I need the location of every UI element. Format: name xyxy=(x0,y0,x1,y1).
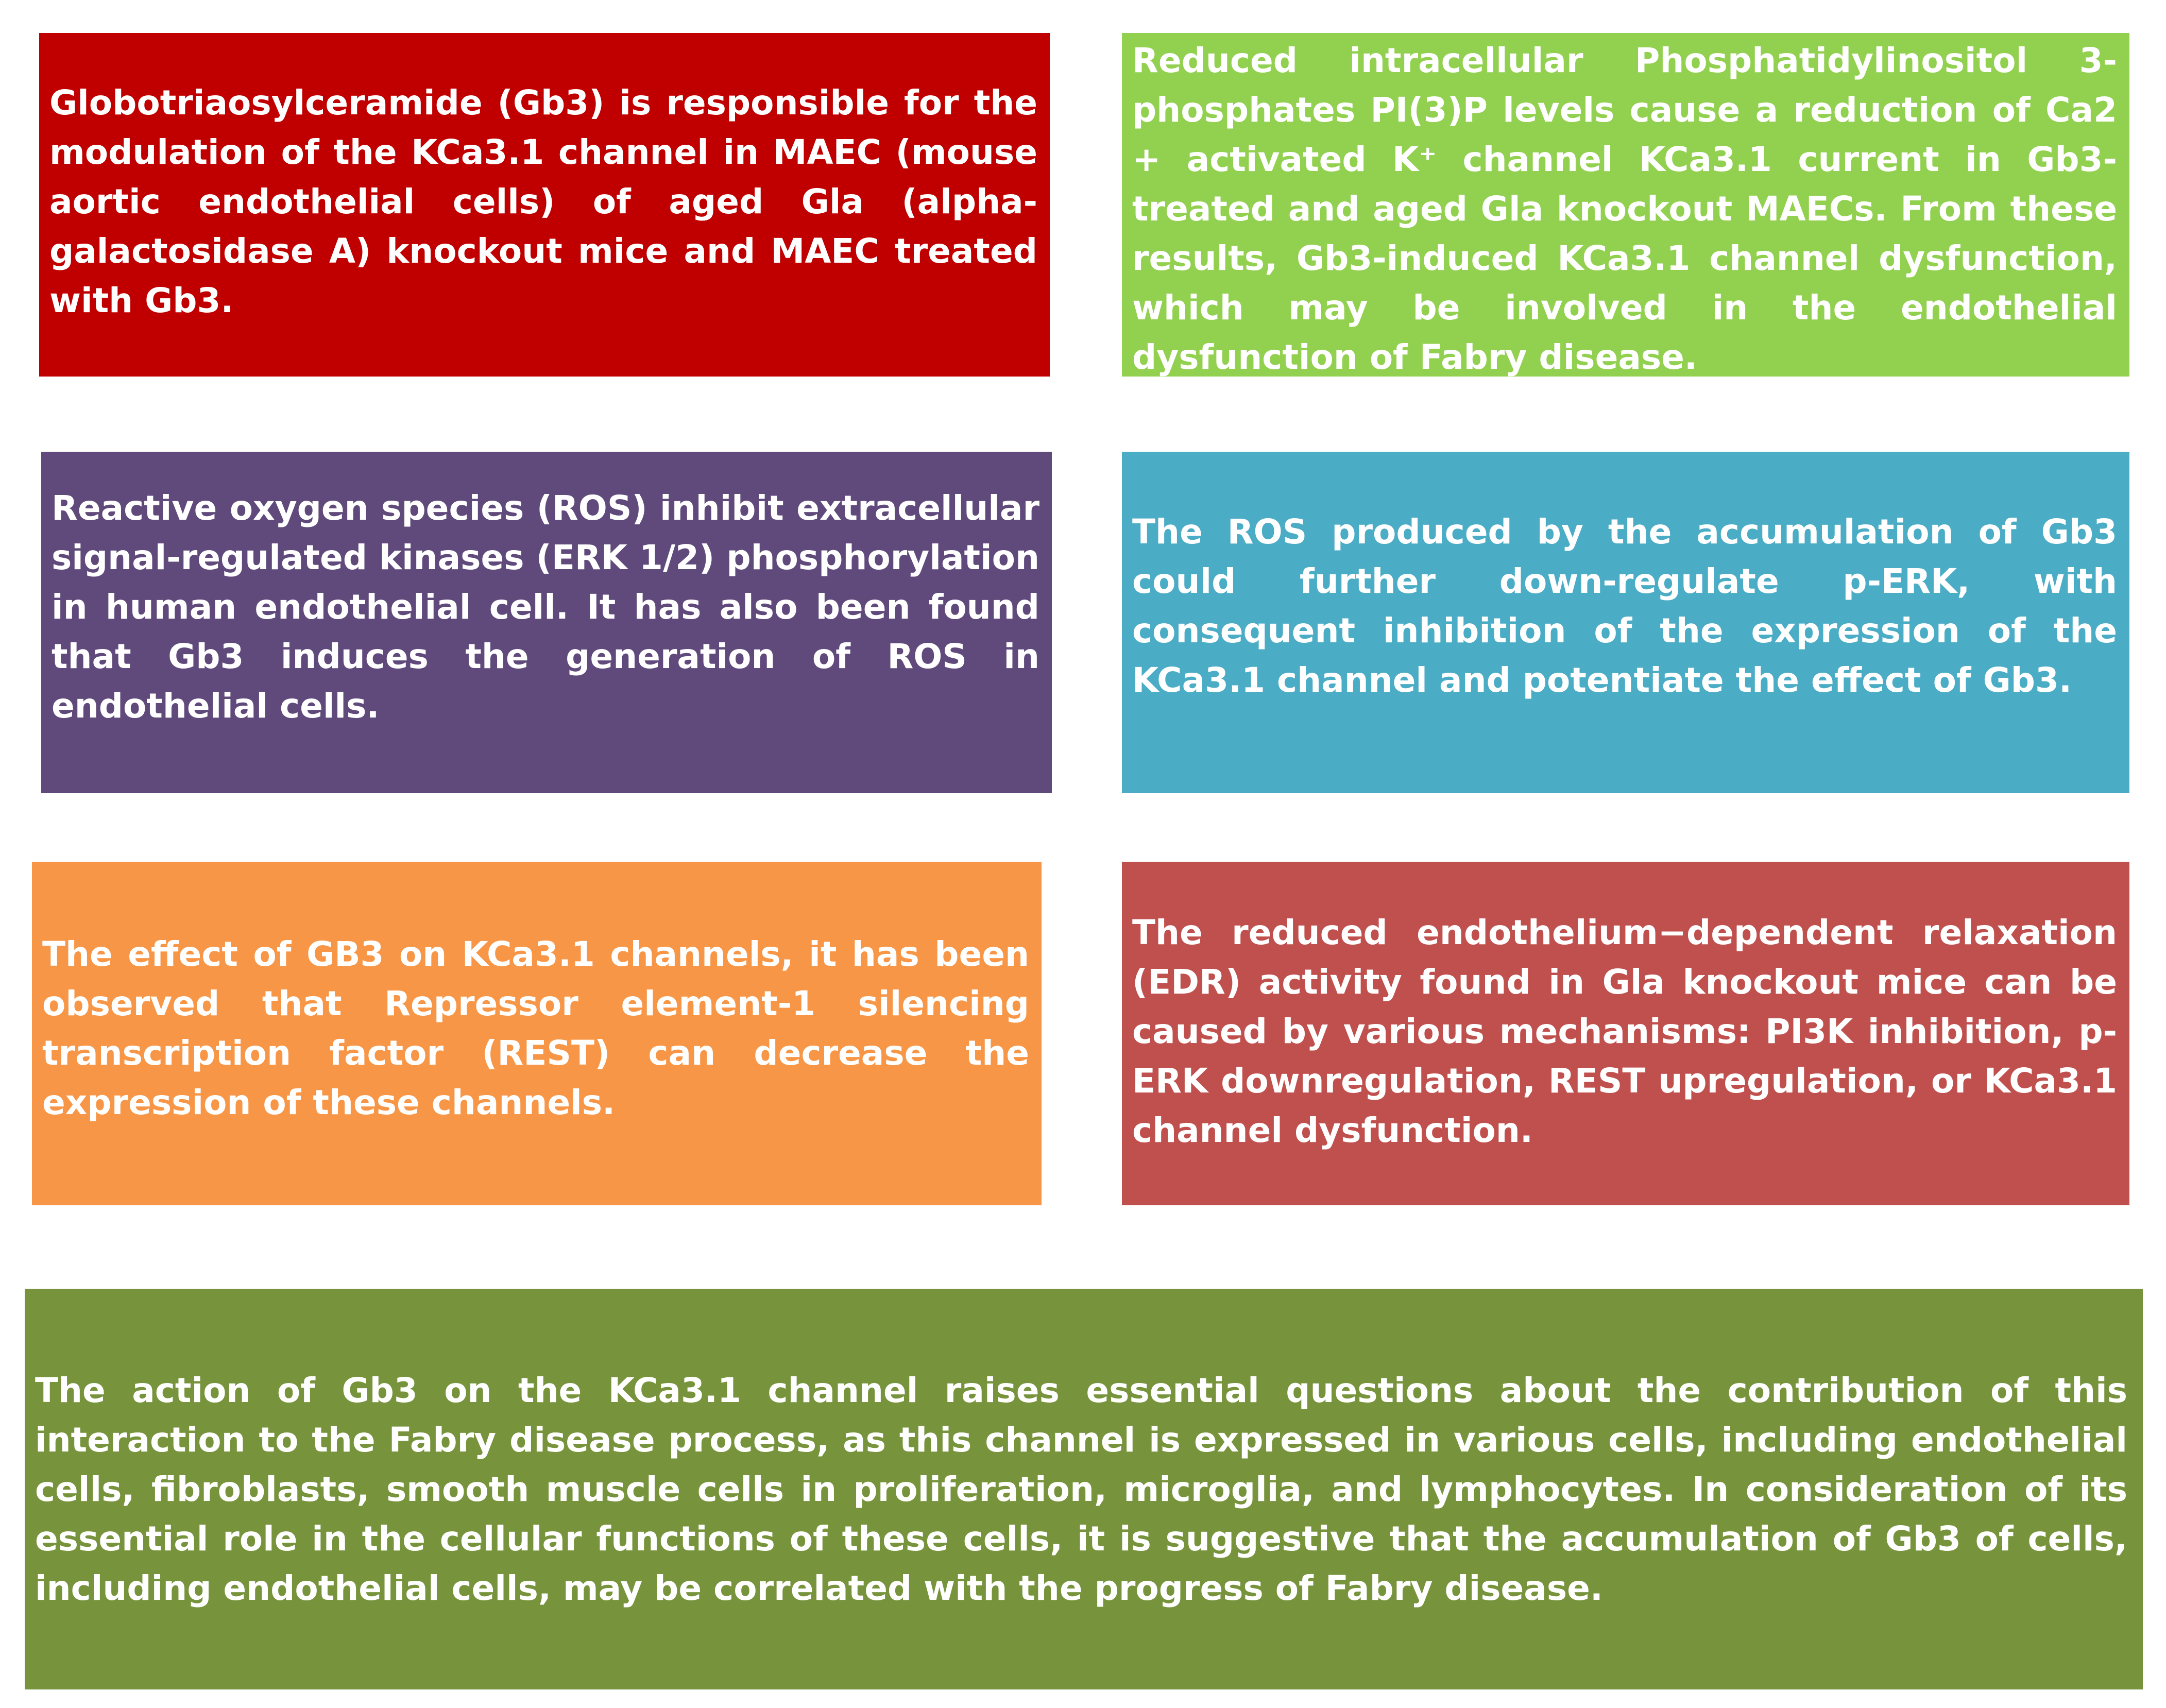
fabry-summary-box xyxy=(25,1289,2143,1689)
gb3-modulation-box xyxy=(39,33,1050,377)
pi3p-reduction-text: Reduced intracellular Phosphatidylinositol 3-phosphates PI(3)P levels cause a reduction of Ca2 + activated K⁺ channel KCa3.1 current in Gb3-treated and aged Gla knockout MAECs. From these results, Gb3-induced KCa3.1 channel dysfunction, which may be involved in the endothelial dysfunction of Fabry disease. xyxy=(1132,41,2117,377)
pi3p-reduction-box xyxy=(1122,33,2129,377)
rest-effect-box xyxy=(32,862,1042,1205)
gb3-modulation-text: Globotriaosylceramide (Gb3) is responsible for the modulation of the KCa3.1 channel in MAEC (mouse aortic endothelial cells) of aged Gla (alpha-galactosidase A) knockout mice and MAEC treated with Gb3. xyxy=(49,83,1037,320)
ros-perk-text: The ROS produced by the accumulation of Gb3 could further down-regulate p-ERK, with consequent inhibition of the expression of the KCa3.1 channel and potentiate the effect of Gb3. xyxy=(1132,512,2117,700)
fabry-summary-text: The action of Gb3 on the KCa3.1 channel raises essential questions about the contribution of this interaction to the Fabry disease process, as this channel is expressed in various cells, including endothelial cells, fibroblasts, smooth muscle cells in proliferation, microglia, and lymphocytes. In consideration of its essential role in the cellular functions of these cells, it is suggestive that the accumulation of Gb3 of cells, including endothelial cells, may be correlated with the progress of Fabry disease. xyxy=(35,1371,2127,1608)
ros-erk-text: Reactive oxygen species (ROS) inhibit extracellular signal-regulated kinases (ERK 1/2) phosphorylation in human endothelial cell. It has also been found that Gb3 induces the generation of ROS in endothelial cells. xyxy=(52,488,1039,726)
edr-mechanisms-box xyxy=(1122,862,2129,1205)
ros-perk-box xyxy=(1122,452,2129,793)
rest-effect-text: The effect of GB3 on KCa3.1 channels, it has been observed that Repressor element-1 silencing transcription factor (REST) can decrease the expression of these channels. xyxy=(42,934,1029,1122)
edr-mechanisms-text: The reduced endothelium−dependent relaxation (EDR) activity found in Gla knockout mice can be caused by various mechanisms: PI3K inhibition, p-ERK downregulation, REST upregulation, or KCa3.1 channel dysfunction. xyxy=(1132,913,2117,1150)
ros-erk-box xyxy=(41,452,1052,793)
